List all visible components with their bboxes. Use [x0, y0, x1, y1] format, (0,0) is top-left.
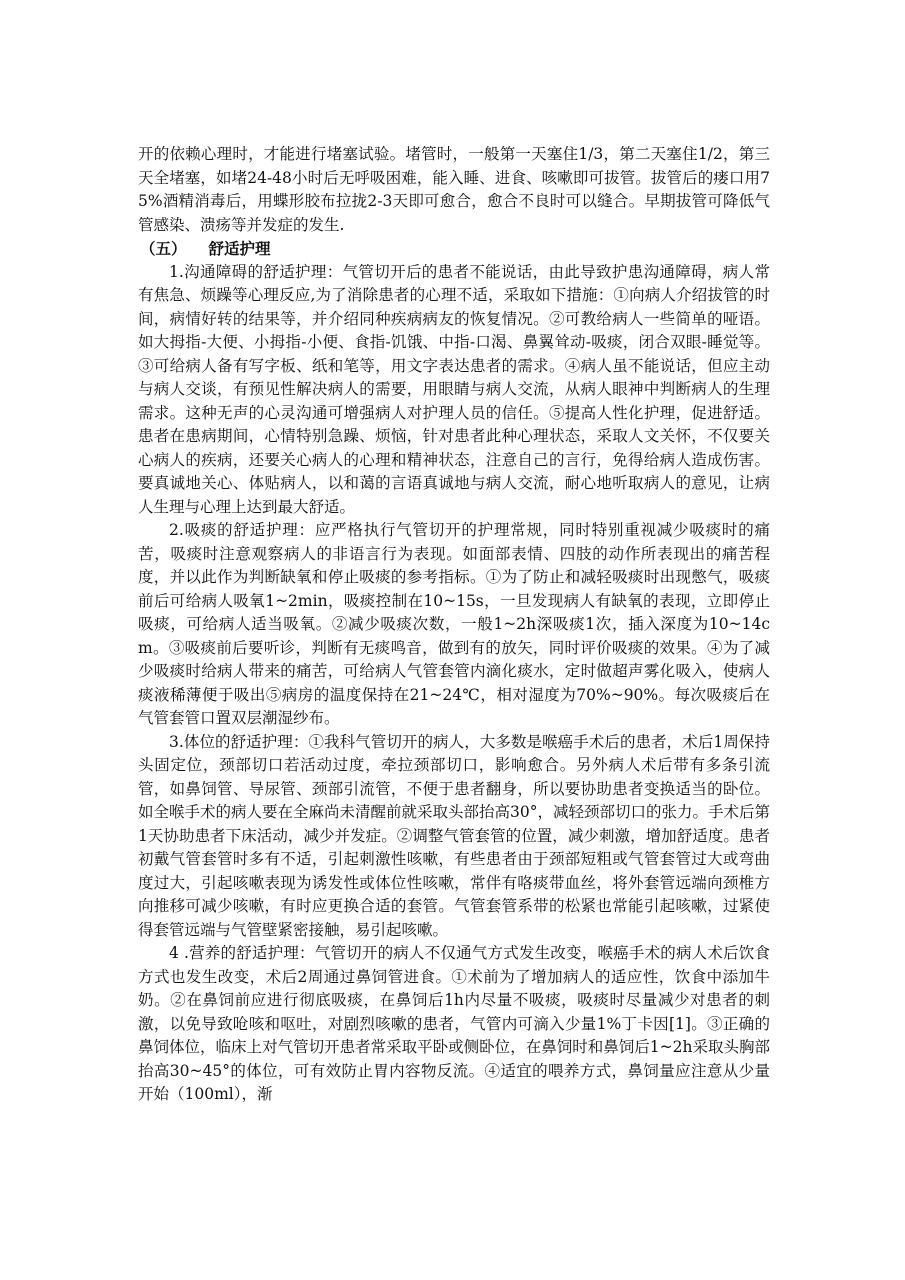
paragraph-suction: 2.吸痰的舒适护理：应严格执行气管切开的护理常规，同时特别重视减少吸痰时的痛苦，吸痰时注意观察病人的非语言行为表现。如面部表情、四肢的动作所表现出的痛苦程度，并以此作为判断缺氧和停止吸痰的参考指标。①为了防止和减轻吸痰时出现憋气，吸痰前后可给病人吸氧1~2min，吸痰控制在10~15s，一旦发现病人有缺氧的表现，立即停止吸痰，可给病人适当吸氧。②减少吸痰次数，一般1~2h深吸痰1次，插入深度为10~14cm。③吸痰前后要听诊，判断有无痰鸣音，做到有的放矢，同时评价吸痰的效果。④为了减少吸痰时给病人带来的痛苦，可给病人气管套管内滴化痰水，定时做超声雾化吸入，使病人痰液稀薄便于吸出⑤病房的温度保持在21~24℃，相对湿度为70%~90%。每次吸痰后在气管套管口置双层潮湿纱布。: [138, 521, 770, 727]
document-page: [138, 143, 770, 1107]
section-heading: [138, 237, 770, 261]
paragraph-position: 3.体位的舒适护理：①我科气管切开的病人，大多数是喉癌手术后的患者，术后1周保持头固定位，颈部切口若活动过度，牵拉颈部切口，影响愈合。另外病人术后带有多条引流管，如鼻饲管、导尿管、颈部引流管，不便于患者翻身，所以要协助患者变换适当的卧位。如全喉手术的病人要在全麻尚未清醒前就采取头部抬高30°，减轻颈部切口的张力。手术后第1天协助患者下床活动，减少并发症。②调整气管套管的位置，减少刺激，增加舒适度。患者初戴气管套管时多有不适，引起刺激性咳嗽，有些患者由于颈部短粗或气管套管过大或弯曲度过大，引起咳嗽表现为诱发性或体位性咳嗽，常伴有咯痰带血丝，将外套管远端向颈椎方向推移可减少咳嗽，有时应更换合适的套管。气管套管系带的松紧也常能引起咳嗽，过紧使得套管远端与气管壁紧密接触，易引起咳嗽。: [138, 732, 770, 939]
paragraph-communication: 1.沟通障碍的舒适护理：气管切开后的患者不能说话，由此导致护患沟通障碍，病人常有焦急、烦躁等心理反应,为了消除患者的心理不适，采取如下措施：①向病人介绍拔管的时间，病情好转的结果等，并介绍同种疾病病友的恢复情况。②可教给病人一些简单的哑语。如大拇指-大便、小拇指-小便、食指-饥饿、中指-口渴、鼻翼耸动-吸痰，闭合双眼-睡觉等。③可给病人备有写字板、纸和笔等，用文字表达患者的需求。④病人虽不能说话，但应主动与病人交谈，有预见性解决病人的需要，用眼睛与病人交流，从病人眼神中判断病人的生理需求。这种无声的心灵沟通可增强病人对护理人员的信任。⑤提高人性化护理，促进舒适。患者在患病期间，心情特别急躁、烦恼，针对患者此种心理状态，采取人文关怀，不仅要关心病人的疾病，还要关心病人的心理和精神状态，注意自己的言行，免得给病人造成伤害。要真诚地关心、体贴病人，以和蔼的言语真诚地与病人交流，耐心地听取病人的意见，让病人生理与心理上达到最大舒适。: [138, 262, 770, 516]
section-title: 舒适护理: [208, 239, 271, 258]
intro-paragraph: 开的依赖心理时，才能进行堵塞试验。堵管时，一般第一天塞住1/3，第二天塞住1/2，第三天全堵塞，如堵24-48小时后无呼吸困难，能入睡、进食、咳嗽即可拔管。拔管后的瘘口用75%酒精消毒后，用蝶形胶布拉拢2-3天即可愈合，愈合不良时可以缝合。早期拔管可降低气管感染、溃疡等并发症的发生.: [138, 145, 770, 234]
paragraph-nutrition: 4 .营养的舒适护理：气管切开的病人不仅通气方式发生改变，喉癌手术的病人术后饮食方式也发生改变，术后2周通过鼻饲管进食。①术前为了增加病人的适应性，饮食中添加牛奶。②在鼻饲前应进行彻底吸痰，在鼻饲后1h内尽量不吸痰，吸痰时尽量减少对患者的刺激，以免导致呛咳和呕吐，对剧烈咳嗽的患者，气管内可滴入少量1%丁卡因[1]。③正确的鼻饲体位，临床上对气管切开患者常采取平卧或侧卧位，在鼻饲时和鼻饲后1~2h采取头胸部抬高30~45°的体位，可有效防止胃内容物反流。④适宜的喂养方式，鼻饲量应注意从少量开始（100ml），渐: [138, 944, 770, 1103]
section-number: （五）: [140, 239, 187, 258]
